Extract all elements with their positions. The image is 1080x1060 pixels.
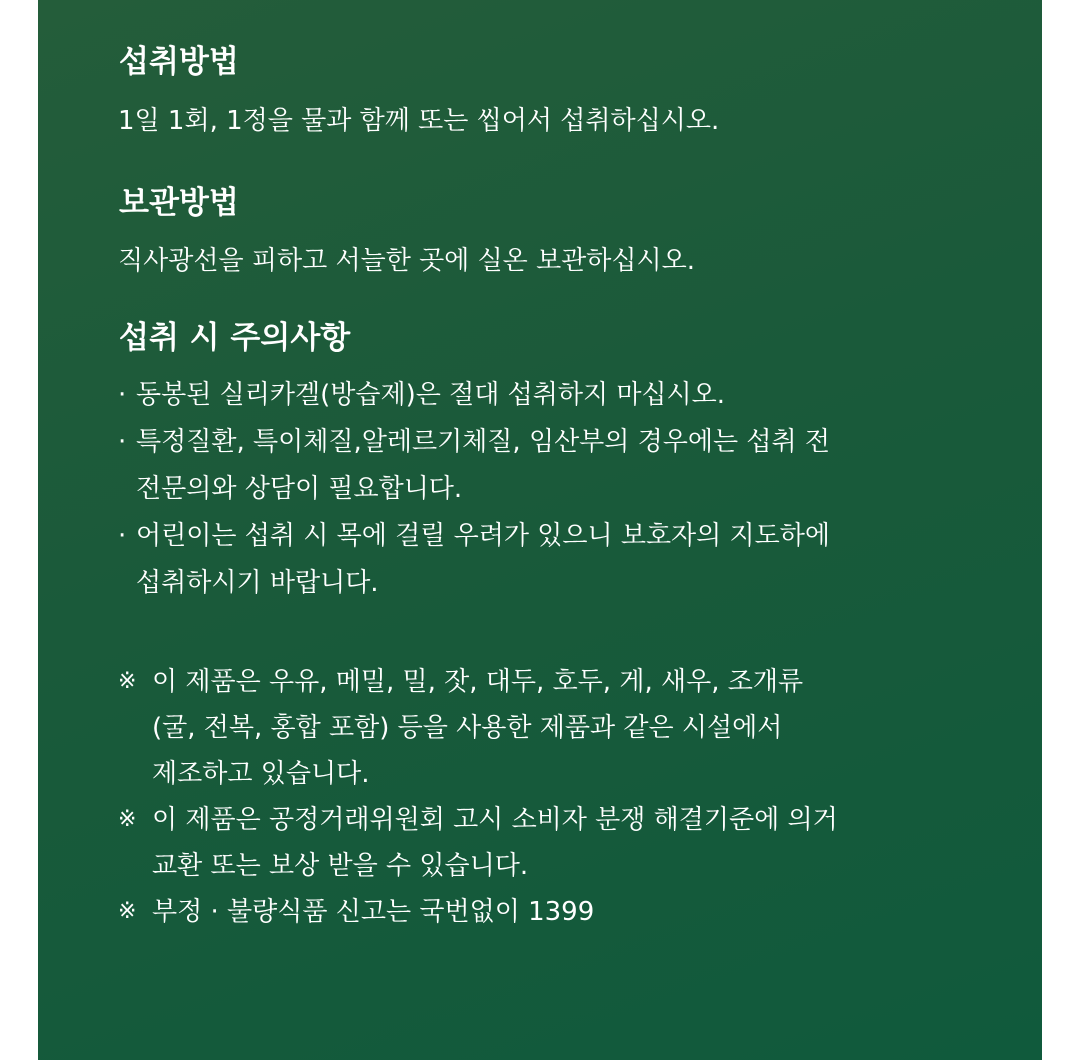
notice-line: 부정 · 불량식품 신고는 국번없이 1399 bbox=[152, 897, 595, 927]
notice-line: 이 제품은 우유, 메밀, 밀, 잣, 대두, 호두, 게, 새우, 조개류 bbox=[152, 667, 804, 697]
storage-heading: 보관방법 bbox=[119, 185, 239, 221]
reference-mark-icon: ※ bbox=[118, 807, 137, 832]
notice-line: 교환 또는 보상 받을 수 있습니다. bbox=[152, 851, 529, 881]
notice-item bbox=[118, 659, 838, 797]
notice-line: 제조하고 있습니다. bbox=[152, 759, 370, 789]
product-info-panel bbox=[38, 0, 1042, 1060]
reference-mark-icon: ※ bbox=[118, 669, 137, 694]
caution-line: 특정질환, 특이체질,알레르기체질, 임산부의 경우에는 섭취 전 bbox=[136, 427, 831, 457]
bullet-mark: · bbox=[118, 380, 127, 410]
cautions-heading: 섭취 시 주의사항 bbox=[119, 320, 351, 356]
caution-line: 전문의와 상담이 필요합니다. bbox=[136, 474, 463, 504]
caution-line: 동봉된 실리카겔(방습제)은 절대 섭취하지 마십시오. bbox=[136, 380, 726, 410]
bullet-mark: · bbox=[118, 427, 127, 457]
caution-item bbox=[118, 372, 830, 419]
intake-heading: 섭취방법 bbox=[119, 44, 239, 80]
bullet-mark: · bbox=[118, 521, 127, 551]
caution-item bbox=[118, 513, 830, 607]
notice-item bbox=[118, 797, 838, 889]
caution-line: 어린이는 섭취 시 목에 걸릴 우려가 있으니 보호자의 지도하에 bbox=[136, 521, 831, 551]
storage-text: 직사광선을 피하고 서늘한 곳에 실온 보관하십시오. bbox=[118, 246, 696, 276]
notice-line: (굴, 전복, 홍합 포함) 등을 사용한 제품과 같은 시설에서 bbox=[152, 713, 783, 743]
notices-list bbox=[118, 659, 838, 935]
caution-item bbox=[118, 419, 830, 513]
intake-text: 1일 1회, 1정을 물과 함께 또는 씹어서 섭취하십시오. bbox=[118, 106, 720, 136]
notice-line: 이 제품은 공정거래위원회 고시 소비자 분쟁 해결기준에 의거 bbox=[152, 805, 838, 835]
caution-line: 섭취하시기 바랍니다. bbox=[136, 568, 379, 598]
cautions-list bbox=[118, 372, 830, 607]
reference-mark-icon: ※ bbox=[118, 899, 137, 924]
notice-item bbox=[118, 889, 838, 935]
